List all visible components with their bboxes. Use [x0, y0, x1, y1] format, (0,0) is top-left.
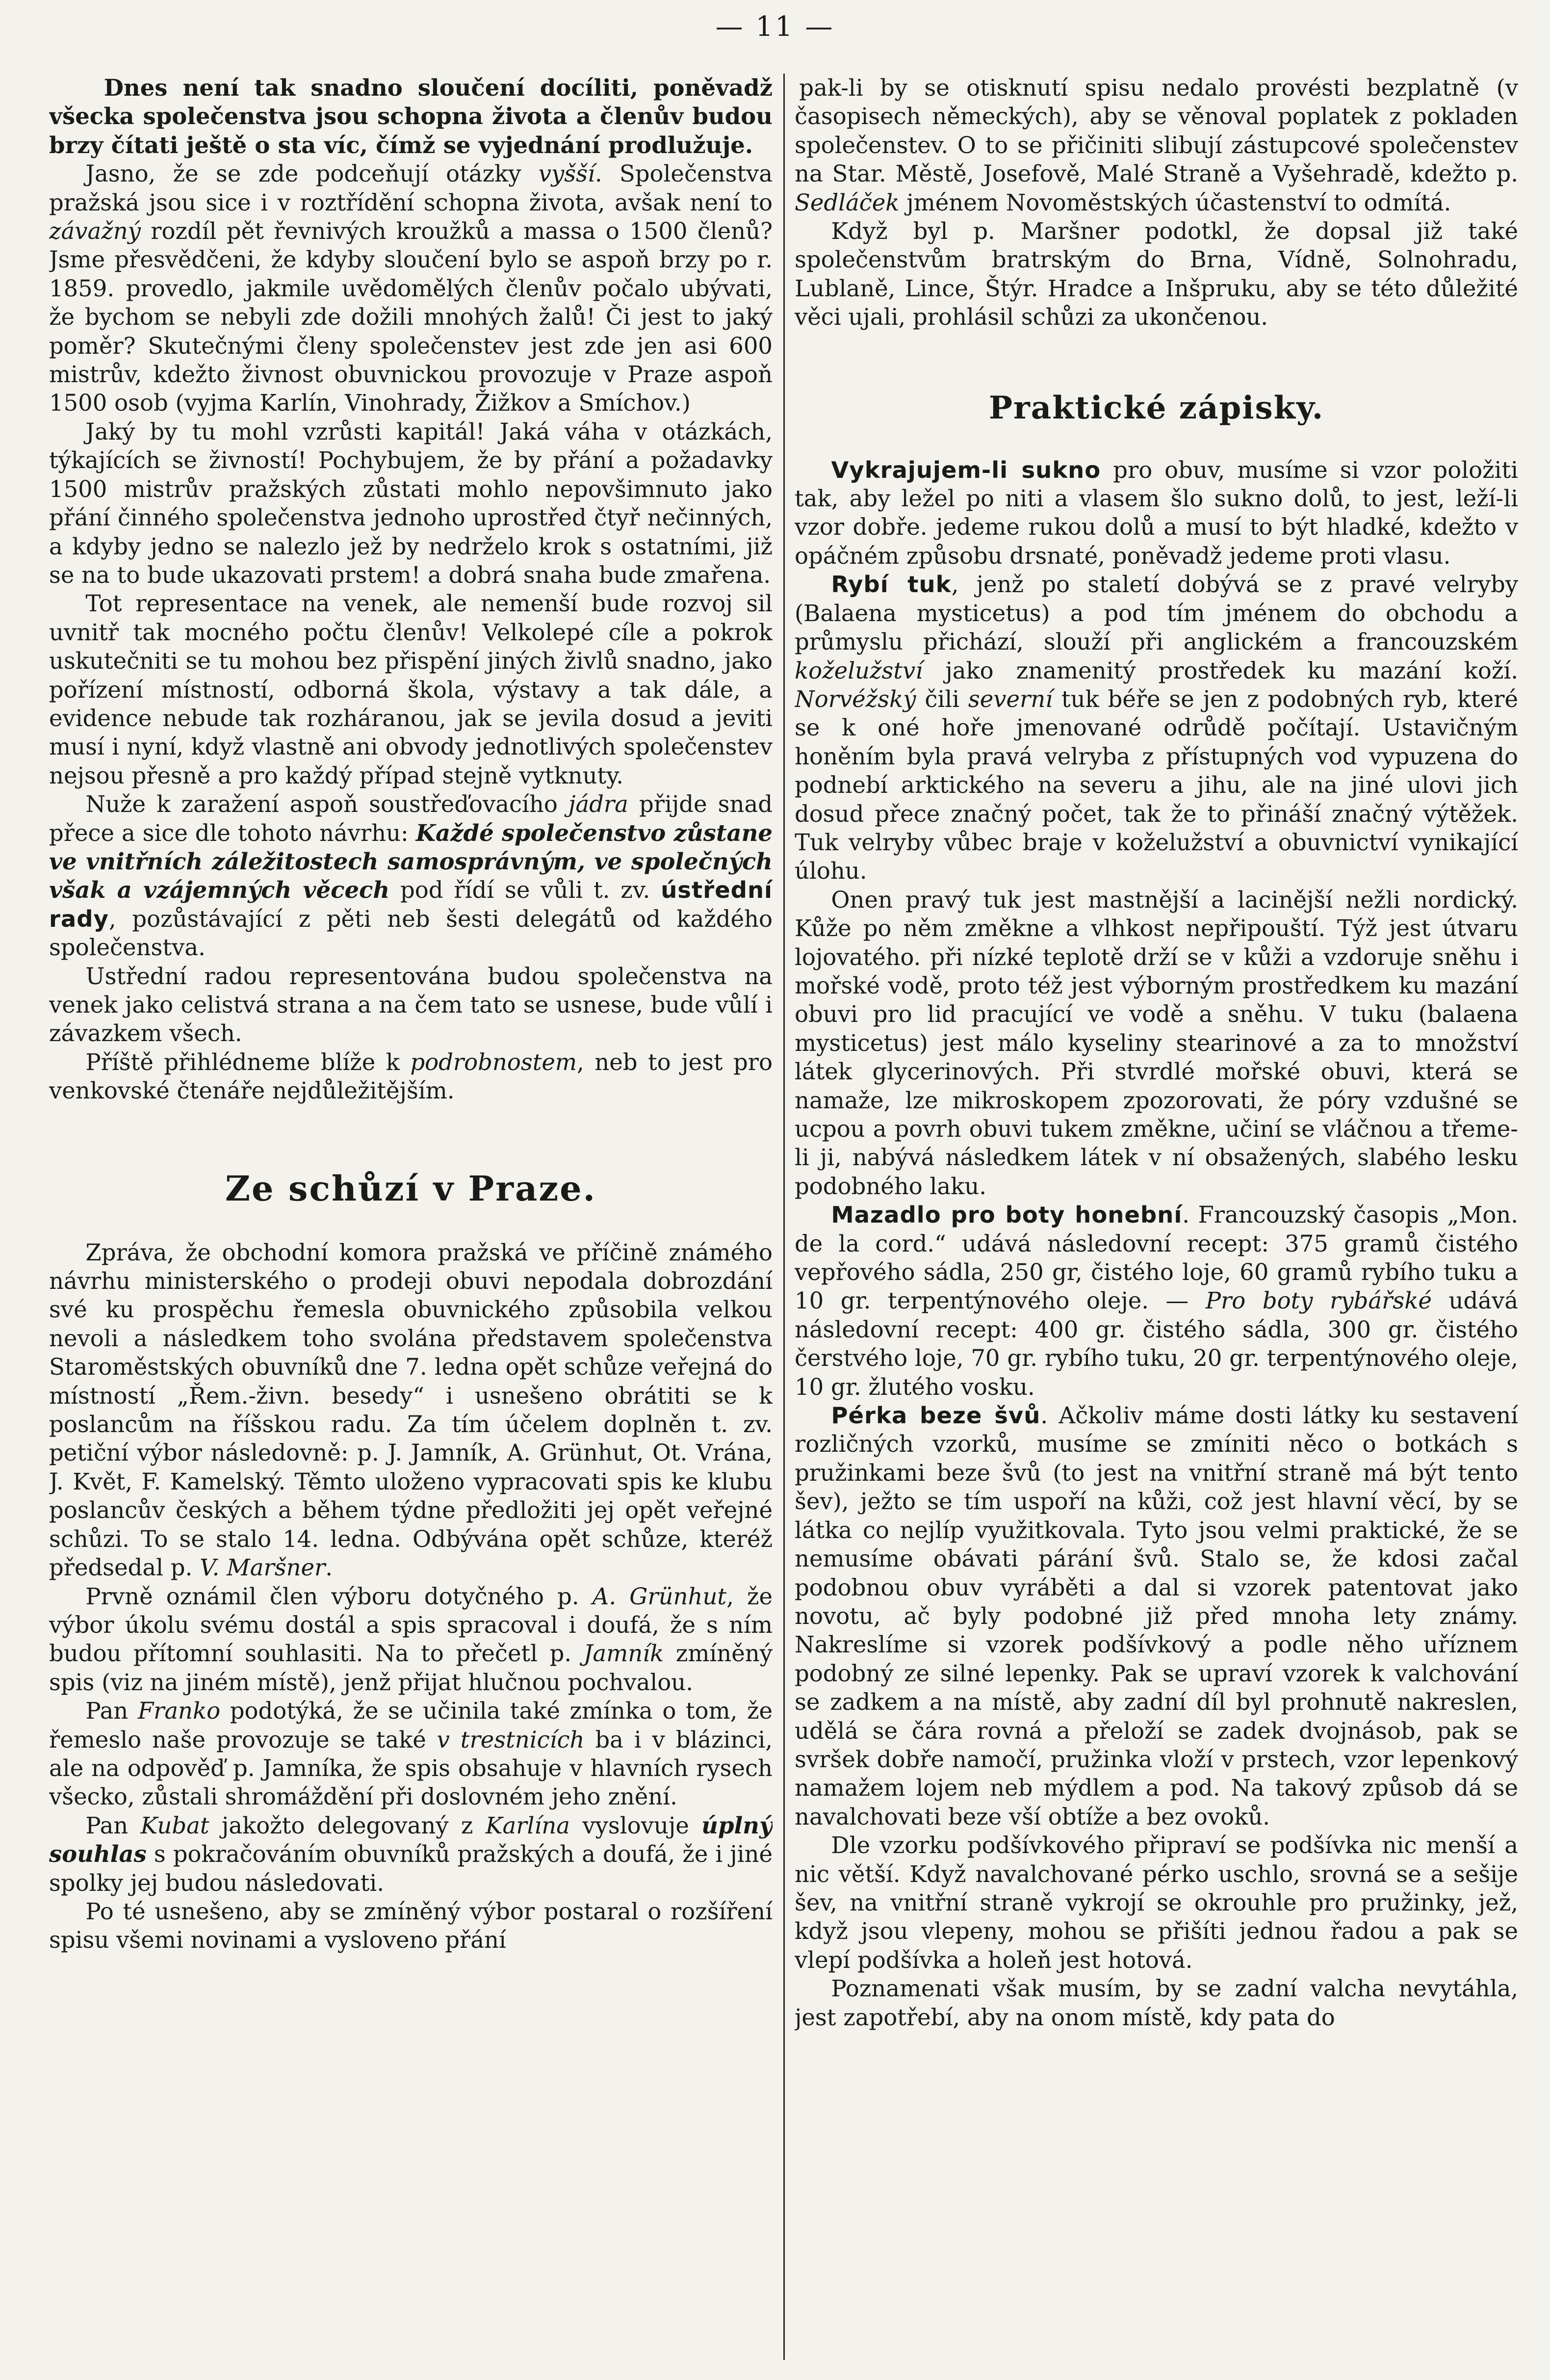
- text-span: , neb to jest pro venkovské čtenáře nejdůležitějším.: [49, 1048, 773, 1104]
- italic-span: V. Maršner: [200, 1554, 326, 1581]
- note-pravy-tuk: Onen pravý tuk jest mastnější a lacinější nežli nordický. Kůže po něm změkne a vlhkost nepřipouští. Týž jest útvaru lojovatého. při nízké teplotě drží se v kůži a vzdoruje sněhu i mořské vodě, proto též jest výborným prostředkem ku mazání obuvi pro lid pracující ve vodě a sněhu. V tuku (balaena mysticetus) jest málo kyseliny stearinové a za to množství látek glycerinových. Při stvrdlé mořské obuvi, která se namaže, lze mikroskopem zpozorovati, že póry vzdušné se ucpou a povrh obuvi tukem změkne, učiní se vláčnou a třeme-li ji, nabývá následkem látek v ní obsažených, slabého lesku podobného laku.: [795, 886, 1518, 1200]
- section-heading-ze-schuzi: Ze schůzí v Praze.: [225, 1168, 597, 1209]
- italic-span: podrobnostem: [410, 1048, 577, 1075]
- paragraph-3: Jaký by tu mohl vzrůsti kapitál! Jaká váha v otázkách, týkajících se živností! Pochybujem, že by přání a požadavky 1500 mistrův pražských zůstati mohlo nepovšimnuto jako přání činného společenstva jednoho uprostřed čtyř nečinných, a kdyby jedno se nalezlo jež by nedrželo krok s ostatními, již se na to bude ukazovati prstem! a dobrá snaha bude zmařena.: [49, 418, 773, 588]
- column-divider: [783, 74, 785, 2360]
- paragraph-6: Ustřední radou representována budou společenstva na venek jako celistvá strana a na čem tato se usnese, bude vůlí i závazkem všech.: [49, 963, 773, 1047]
- text-span: pro obuv, musíme si vzor položiti tak, aby ležel po niti a vlasem šlo sukno dolů, to jest, leží-li vzor dobře. jedeme rukou dolů a musí to být hladké, kdežto v opáčném způsobu drsnaté, poněvadž jedeme proti vlasu.: [795, 456, 1518, 569]
- report-continuation: [795, 74, 1518, 217]
- italic-span: Franko: [137, 1698, 221, 1725]
- report-closing: Když byl p. Maršner podotkl, že dopsal již také společenstvům bratrským do Brna, Vídně, Solnohradu, Lublaně, Lince, Štýr. Hradce a Inšpruku, aby se této důležité věci ujali, prohlásil schůzi za ukončenou.: [795, 218, 1518, 331]
- text-span: vyslovuje: [569, 1812, 702, 1839]
- text-span: čili: [916, 685, 968, 712]
- text-span: zmíněný spis (viz na jiném místě), jenž přijat hlučnou pochvalou.: [49, 1640, 773, 1696]
- text-span: . Společenstva pražská jsou sice i v roztřídění schopna života, avšak není to: [49, 160, 773, 216]
- report-paragraph-3: [49, 1697, 773, 1811]
- italic-span: Karlína: [485, 1812, 570, 1839]
- text-span: pak-li by se otisknutí spisu nedalo provésti bezplatně (v časopisech německých), aby se věnoval poplatek z pokladen společenstev. O to se přičiniti slibují zástupcové společenstev na Star. Městě, Josefově, Malé Straně a Vyšehradě, kdežto p.: [795, 75, 1518, 187]
- text-span: , pozůstávající z pěti neb šesti delegátů od každého společenstva.: [49, 905, 773, 961]
- italic-span: Sedláček: [795, 189, 900, 216]
- text-span: rozdíl pět řevnivých kroužků a massa o 1500 členů? Jsme přesvědčeni, že kdyby sloučení bylo se aspoň brzy po r. 1859. provedlo, jakmile uvědomělých členův počalo ubývati, že bychom se nebyli zde dožili mnohých žalů! Či jest to jaký poměr? Skutečnými členy společenstev jest zde jen asi 600 mistrův, kdežto živnost obuvnickou provozuje v Praze aspoň 1500 osob (vyjma Karlín, Vinohrady, Žižkov a Smíchov.): [49, 218, 773, 417]
- text-span: Nuže k zaražení aspoň soustřeďovacího: [85, 791, 568, 818]
- text-span: Zpráva, že obchodní komora pražská ve příčině známého návrhu ministerského o prodeji obuvi nepodala dobrozdání své ku prospěchu řemesla obuvnického způsobila velkou nevoli a následkem toho svolána představem společenstva Staroměstských obuvníků dne 7. ledna opět schůze veřejná do místností „Řem.-živn. besedy“ i usnešeno obrátiti se k poslancům na říšskou radu. Za tím účelem doplněn t. zv. petiční výbor následovně: p. J. Jamník, A. Grünhut, Ot. Vrána, J. Květ, F. Kamelský. Těmto uloženo vypracovati spis ke klubu poslancův českých a během týdne předložiti jej opět veřejné schůzi. To se stalo 14. ledna. Odbývána opět schůze, kteréž předsedal p.: [49, 1239, 773, 1581]
- keyword-span: Mazadlo pro boty honební: [831, 1202, 1183, 1229]
- paragraph-2: [49, 159, 773, 418]
- italic-span: Každé společenstvo zůstane ve vnitřních záležitostech samosprávným, ve společných však a vzájemných věcech: [49, 819, 773, 904]
- text-span: jakožto delegovaný z: [209, 1812, 486, 1839]
- text-span: ba i v blázinci, ale na odpověď p. Jamníka, že spis obsahuje v hlavních rysech všecko, zůstali shromáždění při doslovném jeho znění.: [49, 1726, 773, 1810]
- page-number: — 11 —: [715, 11, 835, 43]
- paragraph-5: [49, 790, 773, 962]
- text-span: přijde snad přece a sice dle tohoto návrhu:: [49, 791, 773, 846]
- text-span: , jenž po staletí dobývá se z pravé velryby (Balaena mysticetus) a pod tím jménem do obchodu a průmyslu přichází, slouží při anglickém a francouzském: [795, 571, 1518, 655]
- text-span: Příště přihlédneme blíže k: [85, 1048, 411, 1075]
- italic-span: A. Grünhut: [592, 1583, 727, 1610]
- italic-span: Kubat: [140, 1812, 209, 1839]
- italic-span: úplný souhlas: [49, 1811, 773, 1868]
- italic-span: vyšší: [538, 160, 595, 187]
- note-poznamka: Poznamenati však musím, by se zadní valcha nevytáhla, jest zapotřebí, aby na onom místě, kdy pata do: [795, 1975, 1518, 2031]
- report-paragraph-4: [49, 1811, 773, 1897]
- section-heading-prakticke-zapisky: Praktické zápisky.: [988, 389, 1324, 426]
- text-span: . Francouzský časopis „Mon. de la cord.“ udává následovní recept: 375 gramů čistého vepřového sádla, 250 gr, čistého loje, 60 gramů rybího tuku a 10 gr. terpentýnového oleje. —: [795, 1202, 1518, 1314]
- italic-span: Pro boty rybářské: [1205, 1287, 1432, 1314]
- text-span: .: [325, 1554, 333, 1581]
- right-column: [795, 74, 1518, 2365]
- text-span: . Ačkoliv máme dosti látky ku sestavení rozličných vzorků, musíme se zmíniti něco o botkách s pružinkami beze švů (to jest na vnitřní straně má být tento šev), ježto se tím uspoří na kůži, což jest hlavní věcí, by se látka co nejlíp využitkovala. Tyto jsou velmi praktické, že se nemusíme obávati párání švů. Stalo se, že kdosi začal podobnou obuv vyráběti a dal si vzorek patentovat jako novotu, ač byly podobné již před mnoha lety známy. Nakreslíme si vzorek podšívkový a podle něho uříznem podobný ze silné lepenky. Pak se upraví vzorek k valchování se zadkem a na místě, aby zadní díl byl prohnutě nakreslen, udělá se čára rovná a přeloží se zadek dvojnásob, pak se svršek dobře namočí, pružinka vloží v prstech, vzor lepenkový namažem lojem neb mýdlem a pod. Na takový způsob dá se navalchovati beze vší obtíže a bez ovoků.: [795, 1402, 1518, 1830]
- note-rybi-tuk: [795, 570, 1518, 885]
- paragraph-7: [49, 1048, 773, 1105]
- report-paragraph-2: [49, 1582, 773, 1697]
- report-paragraph-1: [49, 1238, 773, 1582]
- text-span: , že výbor úkolu svému dostál a spis spracoval i doufá, že s ním budou přítomní souhlasiti. Na to přečetl p.: [49, 1583, 773, 1667]
- italic-span: jádra: [568, 791, 628, 818]
- note-perka: [795, 1401, 1518, 1831]
- text-span: Pan: [85, 1812, 141, 1839]
- text-span: Jasno, že se zde podceňují otázky: [85, 160, 539, 187]
- report-paragraph-5: Po té usnešeno, aby se zmíněný výbor postaral o rozšíření spisu všemi novinami a vysloveno přání: [49, 1898, 773, 1954]
- text-span: pod řídí se vůli t. zv.: [389, 877, 661, 904]
- italic-span: závažný: [49, 218, 141, 245]
- text-span: podotýká, že se učinila také zmínka o tom, že řemeslo naše provozuje se také: [49, 1698, 773, 1753]
- italic-span: koželužství: [795, 657, 923, 684]
- paragraph-4: Tot representace na venek, ale nemenší bude rozvoj sil uvnitř tak mocného počtu členův! Velkolepé cíle a pokrok uskutečniti se tu mohou bez přispění jiných živlů snadno, jako pořízení místností, odborná škola, výstavy a tak dále, a evidence nebude tak rozháranou, jak se jevila dosud a jeviti musí i nyní, když vlastně ani obvody jednotlivých společenstev nejsou přesně a pro každý případ stejně vytknuty.: [49, 590, 773, 789]
- text-span: udává následovní recept: 400 gr. čistého sádla, 300 gr. čistého čerstvého loje, 70 gr. rybího tuku, 20 gr. terpentýnového oleje, 10 gr. žlutého vosku.: [795, 1287, 1518, 1400]
- paragraph-intro: Dnes není tak snadno sloučení docíliti, poněvadž všecka společenstva jsou schopna života a členův budou brzy čítati ještě o sta víc, čímž se vyjednání prodlužuje.: [49, 74, 773, 158]
- note-sukno: [795, 456, 1518, 571]
- italic-span: Jamník: [583, 1640, 664, 1667]
- text-span: jako znamenitý prostředek ku mazání koží.: [923, 657, 1518, 684]
- keyword-span: Vykrajujem-li sukno: [831, 456, 1101, 483]
- keyword-span: Rybí tuk: [831, 571, 952, 598]
- text-span: jménem Novoměstských účastenství to odmítá.: [899, 189, 1451, 216]
- text-span: s pokračováním obuvníků pražských a doufá, že i jiné spolky jej budou následovati.: [49, 1841, 773, 1896]
- keyword-span: ústřední rady: [49, 877, 773, 932]
- italic-span: Norvéžský: [795, 685, 916, 712]
- text-span: tuk béře se jen z podobných ryb, které se k oné hoře jmenované odrůdě počítají. Ustavičným honěním byla pravá velryba z přístupných vod vypuzena do podnebí arktického na severu a jihu, ale na jiné ulovi jich dosud přece značný počet, tak že to přináší značný výtěžek. Tuk velryby vůbec braje v koželužství a obuvnictví vynikající úlohu.: [795, 685, 1518, 885]
- left-column: [49, 74, 773, 2365]
- note-podsivka: Dle vzorku podšívkového připraví se podšívka nic menší a nic větší. Když navalchované pérko uschlo, srovná se a sešije šev, na vnitřní straně vykrojí se okrouhle pro pružinky, jež, když jsou vlepeny, mohou se přišíti jednou řadou a pak se vlepí podšívka a holeň jest hotová.: [795, 1832, 1518, 1973]
- italic-span: severní: [968, 685, 1053, 712]
- text-span: Prvně oznámil člen výboru dotyčného p.: [85, 1583, 593, 1610]
- text-span: Pan: [85, 1698, 138, 1725]
- italic-span: v trestnicích: [437, 1726, 585, 1753]
- note-mazadlo: [795, 1201, 1518, 1401]
- keyword-span: Pérka beze švů: [831, 1402, 1041, 1429]
